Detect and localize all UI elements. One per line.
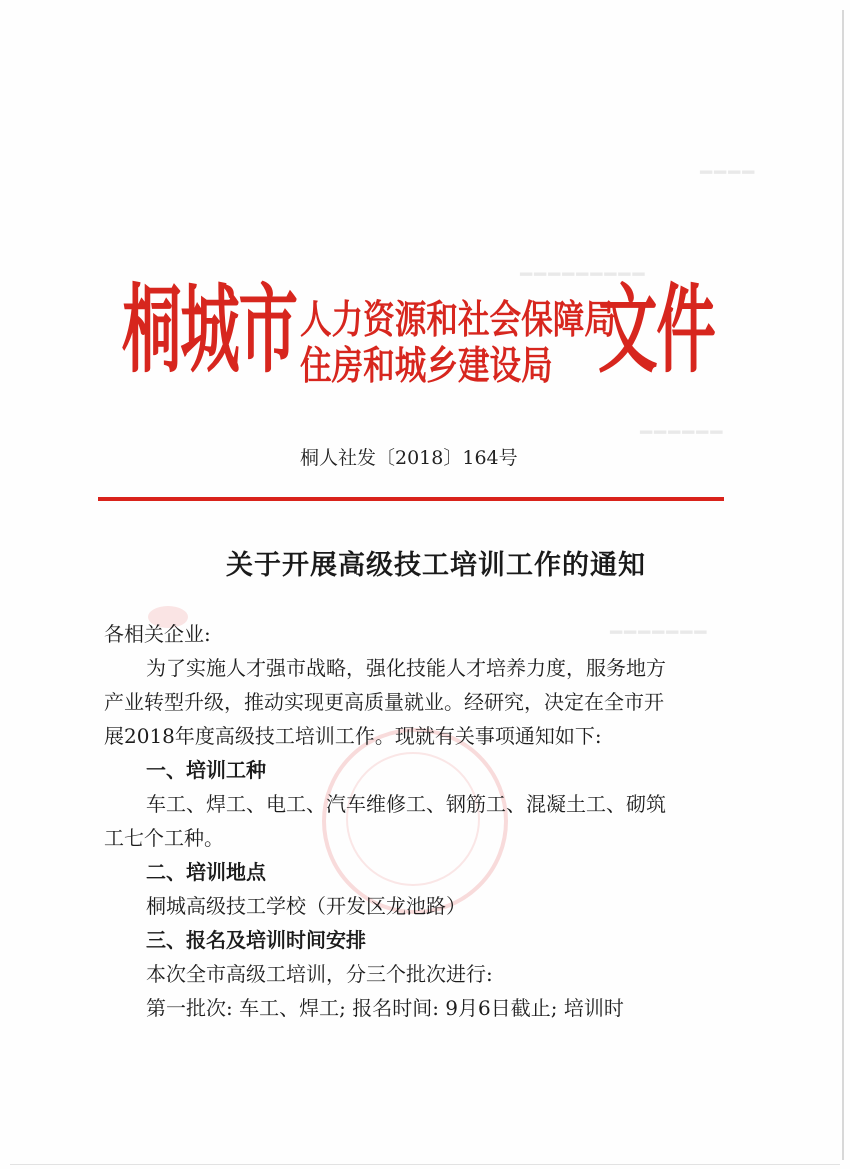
section-3-line-2: 第一批次: 车工、焊工; 报名时间: 9月6日截止; 培训时	[146, 996, 624, 1020]
section-2-heading: 二、培训地点	[146, 860, 266, 884]
red-divider-line	[98, 497, 724, 501]
section-3-line-1: 本次全市高级工培训，分三个批次进行:	[146, 962, 493, 986]
section-1-line-1: 车工、焊工、电工、汽车维修工、钢筋工、混凝土工、砌筑	[146, 792, 666, 816]
header-org-line-2: 住房和城乡建设局	[300, 343, 553, 389]
bleed-through-mark: ━━━━━━━	[610, 620, 709, 644]
page-edge-bottom	[10, 1164, 840, 1165]
notice-title: 关于开展高级技工培训工作的通知	[226, 550, 646, 581]
section-2-line-1: 桐城高级技工学校（开发区龙池路）	[146, 894, 466, 918]
header-doc-word: 文件	[598, 273, 715, 386]
bleed-through-mark: ━━━━━━━━━	[520, 262, 647, 286]
page-edge-right	[842, 10, 844, 1160]
intro-line-1: 为了实施人才强市战略，强化技能人才培养力度，服务地方	[146, 656, 666, 680]
section-1-heading: 一、培训工种	[146, 758, 266, 782]
bleed-through-mark: ━━━━━━	[640, 420, 725, 444]
header-org-line-1: 人力资源和社会保障局	[300, 297, 616, 343]
section-1-line-2: 工七个工种。	[104, 826, 224, 850]
bleed-through-mark: ━━━━	[700, 160, 757, 184]
header-organizations	[300, 297, 616, 389]
intro-line-3: 展2018年度高级技工培训工作。现就有关事项通知如下:	[104, 724, 602, 748]
header-city: 桐城市	[122, 273, 297, 386]
intro-line-2: 产业转型升级，推动实现更高质量就业。经研究，决定在全市开	[104, 690, 664, 714]
document-number: 桐人社发〔2018〕164号	[300, 447, 518, 469]
salutation: 各相关企业:	[104, 622, 211, 646]
section-3-heading: 三、报名及培训时间安排	[146, 928, 366, 952]
